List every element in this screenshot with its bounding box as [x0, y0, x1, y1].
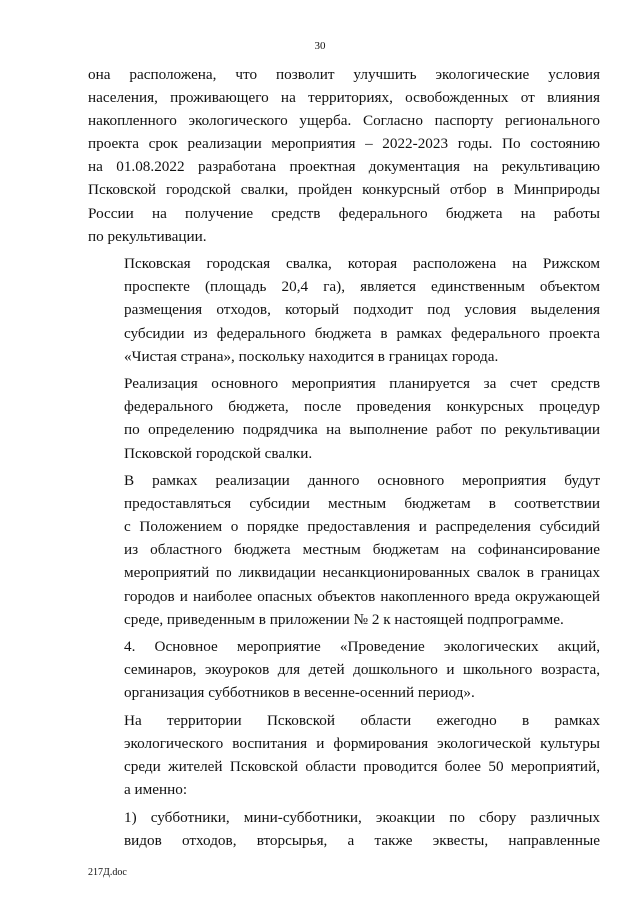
paragraph — [88, 709, 600, 801]
footer-filename: 217Д.doc — [88, 867, 127, 878]
text-line: мероприятий по ликвидации несанкционированных свалок в границах — [124, 564, 600, 582]
text-line: населения, проживающего на территориях, освобожденных от влияния — [88, 89, 600, 107]
text-line: 1) субботники, мини-субботники, экоакции по сбору различных — [124, 808, 600, 826]
text-line: организация субботников в весенне-осенний период». — [124, 684, 475, 702]
text-line: «Чистая страна», поскольку находится в границах города. — [124, 347, 499, 365]
text-line: Псковская городская свалка, которая расположена на Рижском — [124, 255, 600, 273]
paragraph — [88, 372, 600, 464]
text-line: экологического воспитания и формирования экологической культуры — [124, 735, 600, 753]
text-line: На территории Псковской области ежегодно в рамках — [124, 712, 600, 730]
text-line: из областного бюджета местным бюджетам на софинансирование — [124, 541, 600, 559]
text-line: на 01.08.2022 разработана проектная документация на рекультивацию — [88, 158, 600, 176]
text-line: Псковской городской свалки. — [124, 444, 313, 462]
text-line: среди жителей Псковской области проводится более 50 мероприятий, — [124, 758, 600, 776]
paragraph — [88, 806, 600, 852]
text-line: проекта срок реализации мероприятия – 2022-2023 годы. По состоянию — [88, 135, 600, 153]
page-number: 30 — [314, 40, 326, 52]
text-line: по определению подрядчика на выполнение работ по рекультивации — [124, 421, 600, 439]
text-line: среде, приведенным в приложении № 2 к настоящей подпрограмме. — [124, 610, 564, 628]
text-line: В рамках реализации данного основного мероприятия будут — [124, 472, 600, 490]
text-line: Реализация основного мероприятия планируется за счет средств — [124, 375, 600, 393]
paragraph — [88, 63, 600, 248]
text-line: 4. Основное мероприятие «Проведение экологических акций, — [124, 638, 600, 656]
text-line: проспекте (площадь 20,4 га), является единственным объектом — [124, 278, 600, 296]
text-line: с Положением о порядке предоставления и распределения субсидий — [124, 518, 600, 536]
text-line: федерального бюджета, после проведения конкурсных процедур — [124, 398, 600, 416]
paragraph — [88, 469, 600, 631]
paragraph — [88, 635, 600, 704]
text-line: а именно: — [124, 781, 188, 799]
text-line: субсидии из федерального бюджета в рамках федерального проекта — [124, 324, 600, 342]
text-line: она расположена, что позволит улучшить экологические условия — [88, 66, 600, 83]
text-line: по рекультивации. — [88, 227, 207, 245]
text-line: городов и наиболее опасных объектов накопленного вреда окружающей — [124, 587, 600, 605]
text-line: накопленного экологического ущерба. Согласно паспорту регионального — [88, 112, 600, 130]
text-line: Псковской городской свалки, пройден конкурсный отбор в Минприроды — [88, 181, 600, 199]
text-line: размещения отходов, который подходит под условия выделения — [124, 301, 600, 319]
text-line: видов отходов, вторсырья, а также эквесты, направленные — [124, 832, 600, 849]
document-body — [88, 63, 600, 857]
text-line: России на получение средств федерального бюджета на работы — [88, 204, 600, 222]
text-line: семинаров, экоуроков для детей дошкольного и школьного возраста, — [124, 661, 600, 679]
text-line: предоставляться субсидии местным бюджетам в соответствии — [124, 495, 600, 513]
paragraph — [88, 252, 600, 367]
